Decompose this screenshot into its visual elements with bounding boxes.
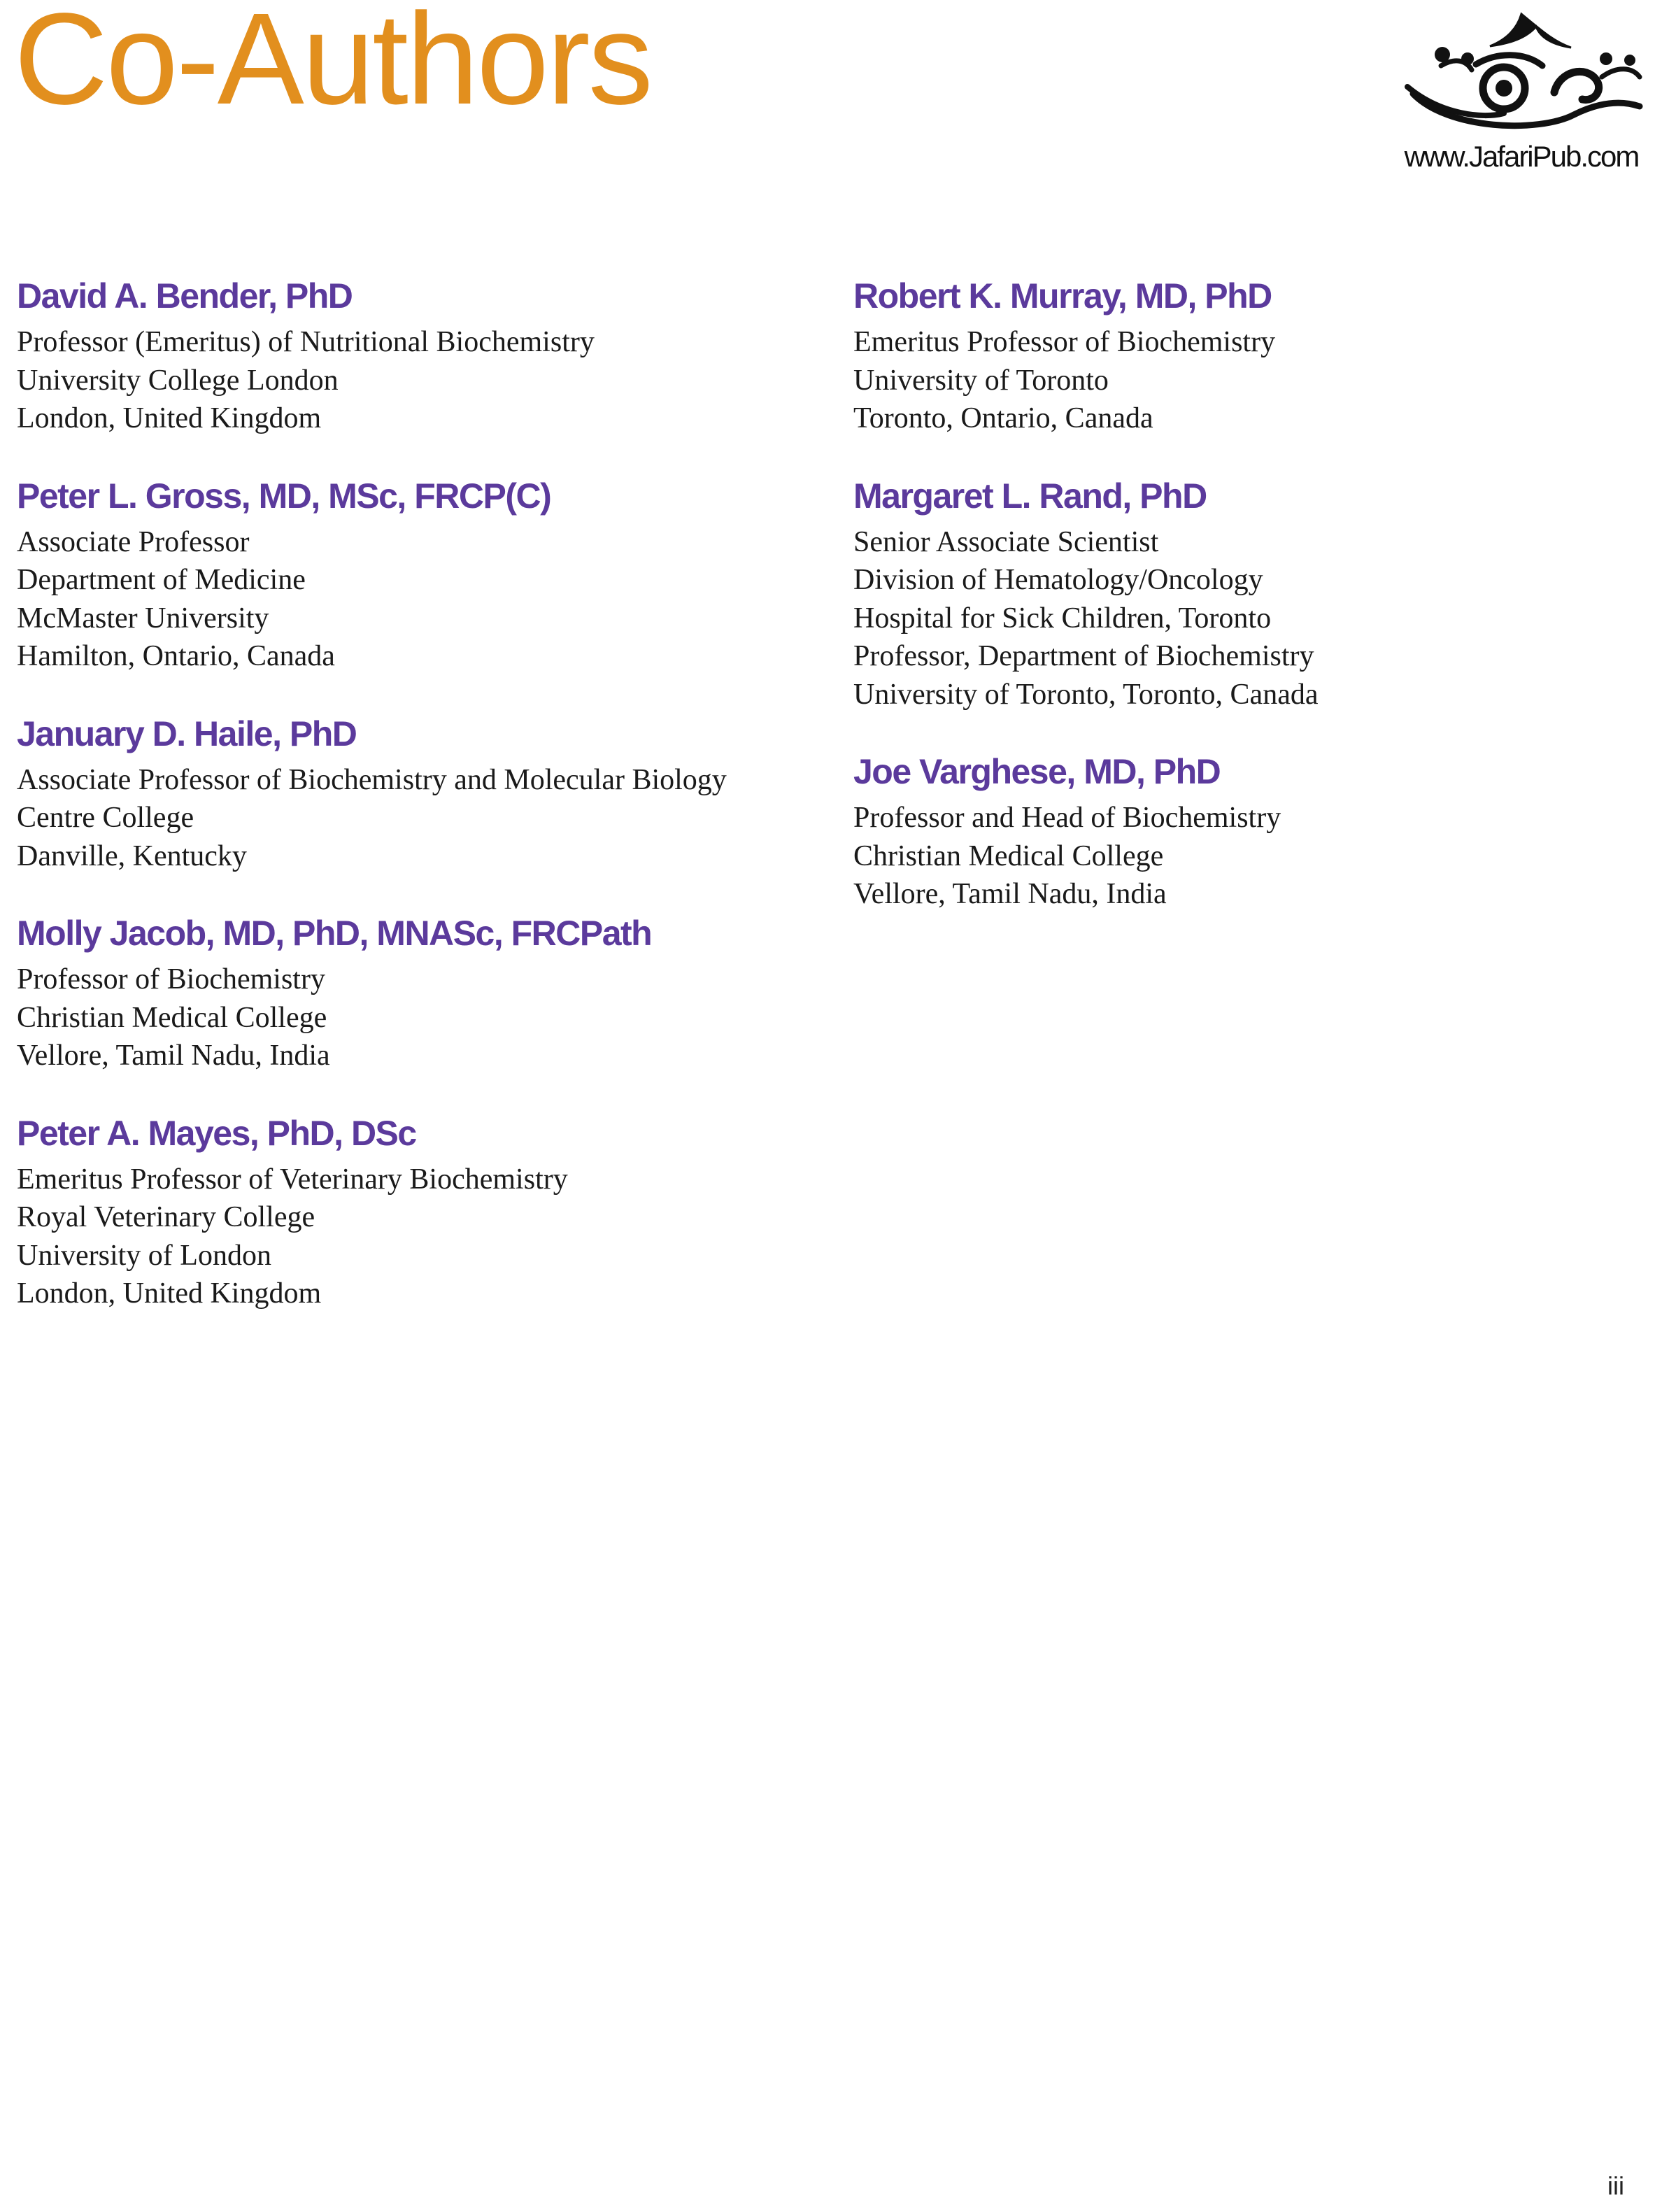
affiliation-line: Royal Veterinary College	[17, 1201, 315, 1233]
affiliation-line: London, United Kingdom	[17, 1277, 322, 1310]
affiliation-line: Associate Professor of Biochemistry and Molecular Biology	[17, 763, 727, 796]
author-entry	[17, 271, 821, 438]
author-entry	[17, 909, 821, 1075]
affiliation-line: Vellore, Tamil Nadu, India	[17, 1040, 330, 1072]
author-name: Joe Varghese, MD, PhD	[853, 752, 1221, 791]
affiliation-line: Professor of Biochemistry	[17, 963, 325, 995]
author-entry	[17, 1109, 821, 1313]
page-number: iii	[1607, 2171, 1624, 2200]
affiliation-line: Associate Professor	[17, 525, 250, 558]
affiliation-line: Division of Hematology/Oncology	[853, 564, 1263, 596]
affiliation-line: Christian Medical College	[853, 839, 1164, 872]
calligraphy-logo-icon	[1399, 10, 1644, 136]
affiliation-line: University of Toronto	[853, 364, 1109, 397]
author-entry	[17, 709, 821, 876]
author-name: Molly Jacob, MD, PhD, MNASc, FRCPath	[17, 914, 652, 953]
affiliation-line: Emeritus Professor of Biochemistry	[853, 326, 1276, 358]
affiliation-line: Centre College	[17, 802, 194, 834]
affiliation-line: Senior Associate Scientist	[853, 525, 1159, 558]
affiliation-line: Professor, Department of Biochemistry	[853, 640, 1314, 672]
author-entry	[17, 472, 821, 676]
author-name: Robert K. Murray, MD, PhD	[853, 276, 1272, 316]
affiliation-line: Hospital for Sick Children, Toronto	[853, 602, 1272, 634]
affiliation-line: London, United Kingdom	[17, 402, 322, 434]
author-name: January D. Haile, PhD	[17, 714, 357, 753]
affiliation-line: Professor and Head of Biochemistry	[853, 802, 1281, 834]
author-name: Margaret L. Rand, PhD	[853, 476, 1207, 516]
authors-left-column	[17, 271, 821, 1347]
affiliation-line: University of London	[17, 1239, 271, 1272]
author-name: Peter A. Mayes, PhD, DSc	[17, 1113, 416, 1153]
affiliation-line: McMaster University	[17, 602, 269, 634]
author-name: Peter L. Gross, MD, MSc, FRCP(C)	[17, 476, 551, 516]
affiliation-line: Vellore, Tamil Nadu, India	[853, 878, 1167, 910]
affiliation-line: Hamilton, Ontario, Canada	[17, 640, 335, 672]
affiliation-line: University of Toronto, Toronto, Canada	[853, 678, 1319, 711]
affiliation-line: Danville, Kentucky	[17, 839, 247, 872]
author-entry	[853, 747, 1655, 914]
affiliation-line: Christian Medical College	[17, 1001, 327, 1034]
affiliation-line: Professor (Emeritus) of Nutritional Biochemistry	[17, 326, 595, 358]
affiliation-line: Toronto, Ontario, Canada	[853, 402, 1153, 434]
author-entry	[853, 472, 1655, 714]
affiliation-line: Emeritus Professor of Veterinary Biochemistry	[17, 1163, 568, 1196]
authors-right-column	[853, 271, 1655, 947]
page-title: Co-Authors	[14, 0, 651, 132]
affiliation-line: Department of Medicine	[17, 564, 306, 596]
author-entry	[853, 271, 1655, 438]
author-name: David A. Bender, PhD	[17, 276, 353, 316]
publisher-url: www.JafariPub.com	[1404, 140, 1639, 173]
affiliation-line: University College London	[17, 364, 339, 397]
publisher-logo	[1392, 10, 1651, 178]
